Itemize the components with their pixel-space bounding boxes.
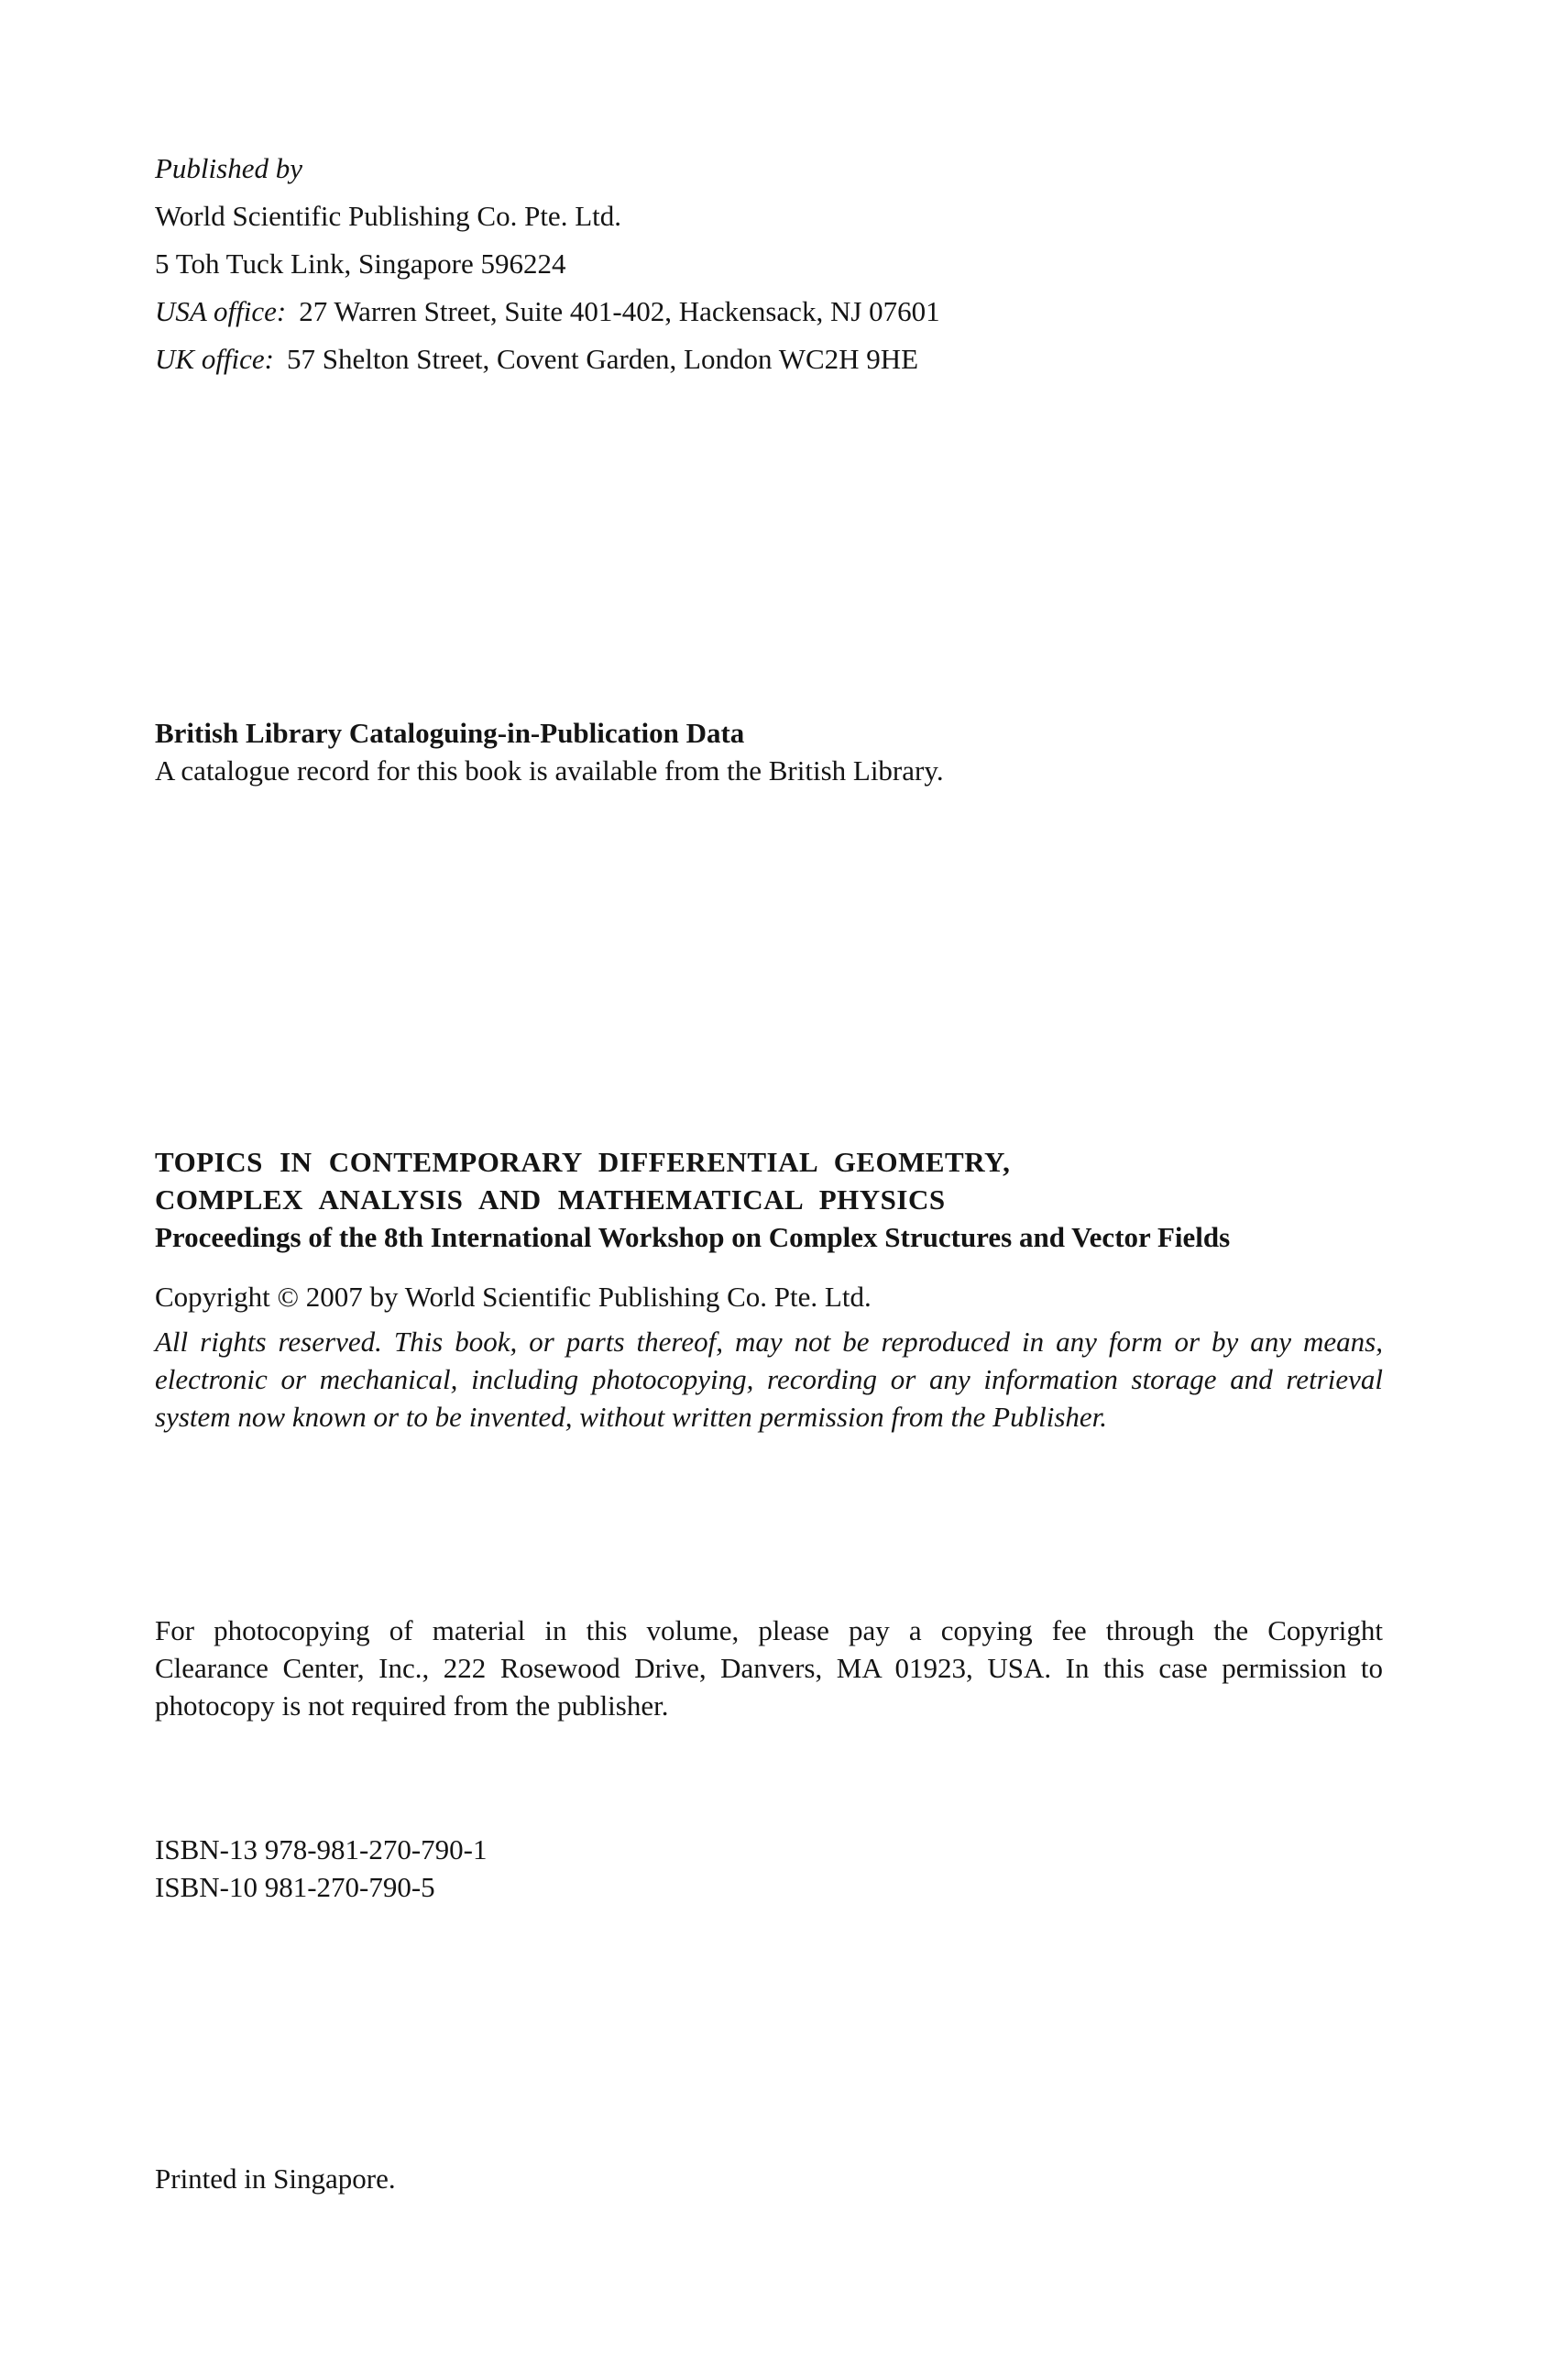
photocopy-notice-block — [155, 1612, 1383, 1724]
book-title-line-2: COMPLEX ANALYSIS AND MATHEMATICAL PHYSICS — [155, 1183, 946, 1216]
uk-office-label: UK office: — [155, 343, 274, 375]
book-subtitle: Proceedings of the 8th International Workshop on Complex Structures and Vector Fields — [155, 1221, 1231, 1253]
usa-office-address: 27 Warren Street, Suite 401-402, Hackensack, NJ 07601 — [299, 295, 940, 327]
photocopy-line: For photocopying of material in this volume, please pay a copying fee through the Copyright — [155, 1614, 1383, 1646]
copyright-notice-block — [155, 1278, 1383, 1315]
publisher-block — [155, 145, 1383, 383]
printed-in: Printed in Singapore. — [155, 2162, 396, 2195]
photocopy-line: photocopy is not required from the publisher. — [155, 1689, 669, 1722]
isbn-block — [155, 1831, 1383, 1906]
printed-in-block — [155, 2160, 1383, 2197]
publisher-name: World Scientific Publishing Co. Pte. Ltd. — [155, 200, 621, 232]
usa-office-label: USA office: — [155, 295, 287, 327]
book-title-block — [155, 1143, 1383, 1256]
rights-line: All rights reserved. This book, or parts thereof, may not be reproduced in any form or by any means, — [155, 1326, 1383, 1358]
publisher-address: 5 Toh Tuck Link, Singapore 596224 — [155, 248, 566, 280]
published-by-heading: Published by — [155, 152, 302, 184]
uk-office-line — [155, 336, 1383, 383]
rights-line: electronic or mechanical, including photocopying, recording or any information storage and retrieval — [155, 1363, 1383, 1395]
isbn-13: ISBN-13 978-981-270-790-1 — [155, 1833, 488, 1865]
copyright-notice: Copyright © 2007 by World Scientific Publishing Co. Pte. Ltd. — [155, 1281, 872, 1313]
cip-block — [155, 714, 1383, 789]
cip-text: A catalogue record for this book is available from the British Library. — [155, 754, 944, 787]
rights-reserved-block — [155, 1323, 1383, 1436]
rights-line: system now known or to be invented, without written permission from the Publisher. — [155, 1401, 1108, 1433]
cip-heading: British Library Cataloguing-in-Publication Data — [155, 717, 745, 749]
isbn-10: ISBN-10 981-270-790-5 — [155, 1871, 435, 1903]
usa-office-line — [155, 288, 1383, 336]
book-title-line-1: TOPICS IN CONTEMPORARY DIFFERENTIAL GEOMETRY, — [155, 1146, 1011, 1178]
uk-office-address: 57 Shelton Street, Covent Garden, London WC2H 9HE — [287, 343, 919, 375]
photocopy-line: Clearance Center, Inc., 222 Rosewood Drive, Danvers, MA 01923, USA. In this case permission to — [155, 1652, 1383, 1684]
